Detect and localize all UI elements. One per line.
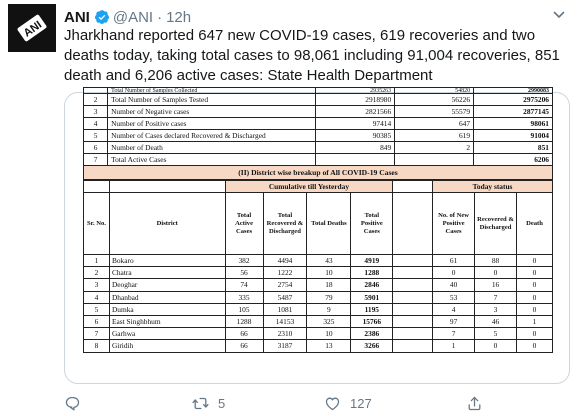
district-name: Garhwa bbox=[109, 328, 225, 340]
spacer-cell bbox=[393, 291, 433, 303]
district-name: Giridih bbox=[109, 340, 225, 352]
tweet-actions bbox=[64, 394, 564, 412]
district-recovered: 14153 bbox=[263, 315, 307, 327]
retweet-count: 5 bbox=[218, 395, 226, 411]
district-active: 74 bbox=[225, 279, 263, 291]
district-sr-no: 6 bbox=[84, 315, 110, 327]
district-deaths: 10 bbox=[307, 328, 351, 340]
district-today-death: 0 bbox=[517, 279, 553, 291]
separator-dot: · bbox=[157, 8, 163, 26]
district-deaths: 10 bbox=[307, 267, 351, 279]
spacer-cell bbox=[393, 315, 433, 327]
share-button[interactable] bbox=[466, 394, 483, 412]
district-positive: 3266 bbox=[351, 340, 393, 352]
summary-value-today bbox=[395, 154, 474, 166]
spacer-cell bbox=[393, 267, 433, 279]
district-sr-no: 1 bbox=[84, 255, 110, 267]
table-row bbox=[84, 328, 553, 340]
district-today-death: 0 bbox=[517, 267, 553, 279]
summary-value-till-yesterday: 97414 bbox=[316, 118, 395, 130]
group-header-today: Today status bbox=[433, 181, 553, 193]
district-positive: 4919 bbox=[351, 255, 393, 267]
retweet-button[interactable] bbox=[192, 394, 225, 412]
district-today-death: 1 bbox=[517, 315, 553, 327]
district-new-positive: 61 bbox=[433, 255, 475, 267]
like-button[interactable] bbox=[324, 394, 372, 412]
like-count: 127 bbox=[350, 395, 372, 411]
blank-header-cell bbox=[393, 181, 433, 193]
district-active: 66 bbox=[225, 340, 263, 352]
document-page bbox=[83, 87, 553, 353]
district-deaths: 79 bbox=[307, 291, 351, 303]
summary-row bbox=[84, 94, 553, 106]
column-header-new-positive: No. of New Positive Cases bbox=[433, 193, 475, 255]
heart-icon bbox=[324, 395, 341, 412]
district-deaths: 13 bbox=[307, 340, 351, 352]
district-name: Dumka bbox=[109, 303, 225, 315]
district-today-death: 0 bbox=[517, 255, 553, 267]
tweet-media-image[interactable] bbox=[64, 87, 570, 384]
district-today-recovered: 7 bbox=[475, 291, 517, 303]
district-deaths: 18 bbox=[307, 279, 351, 291]
district-active: 105 bbox=[225, 303, 263, 315]
spacer-cell bbox=[393, 303, 433, 315]
spacer-cell bbox=[393, 279, 433, 291]
summary-label: Number of Death bbox=[108, 142, 316, 154]
column-header-district: District bbox=[109, 193, 225, 255]
district-name: Deoghar bbox=[109, 279, 225, 291]
summary-sr-no: 2 bbox=[84, 94, 108, 106]
summary-label: Number of Negative cases bbox=[108, 106, 316, 118]
summary-value-total: 2975206 bbox=[474, 94, 553, 106]
column-header-deaths: Total Deaths bbox=[307, 193, 351, 255]
summary-value-total: 91004 bbox=[474, 130, 553, 142]
more-options-chevron-down-icon[interactable] bbox=[552, 8, 566, 22]
column-header-positive: Total Positive Cases bbox=[351, 193, 393, 255]
tweet-text: Jharkhand reported 647 new COVID-19 cases, 619 recoveries and two deaths today, taking total cases to 98,061 including 91,004 recoveries, 851 death and 6,206 active cases: State Health Department bbox=[64, 27, 560, 84]
retweet-icon bbox=[192, 395, 209, 412]
summary-sr-no: 4 bbox=[84, 118, 108, 130]
district-active: 335 bbox=[225, 291, 263, 303]
author-handle[interactable]: @ANI bbox=[112, 8, 154, 26]
column-header-sr-no: Sr. No. bbox=[84, 193, 110, 255]
summary-value-today: 619 bbox=[395, 130, 474, 142]
table-row bbox=[84, 291, 553, 303]
district-positive: 2846 bbox=[351, 279, 393, 291]
district-today-death: 0 bbox=[517, 291, 553, 303]
table-row bbox=[84, 315, 553, 327]
summary-sr-no: 7 bbox=[84, 154, 108, 166]
reply-button[interactable] bbox=[64, 394, 90, 412]
district-recovered: 3187 bbox=[263, 340, 307, 352]
district-recovered: 5487 bbox=[263, 291, 307, 303]
section-title: (II) District wise breakup of All COVID-19 Cases bbox=[83, 166, 553, 180]
summary-value-till-yesterday: 2821566 bbox=[316, 106, 395, 118]
summary-value-today: 55579 bbox=[395, 106, 474, 118]
summary-value-total: 6206 bbox=[474, 154, 553, 166]
district-new-positive: 0 bbox=[433, 267, 475, 279]
district-today-death: 0 bbox=[517, 340, 553, 352]
district-sr-no: 5 bbox=[84, 303, 110, 315]
district-name: East Singhbhum bbox=[109, 315, 225, 327]
district-recovered: 1222 bbox=[263, 267, 307, 279]
summary-label: Total Number of Samples Tested bbox=[108, 94, 316, 106]
district-positive: 2386 bbox=[351, 328, 393, 340]
district-name: Chatra bbox=[109, 267, 225, 279]
summary-value-till-yesterday: 2935263 bbox=[316, 88, 395, 94]
district-new-positive: 4 bbox=[433, 303, 475, 315]
group-header-cumulative: Cumulative till Yesterday bbox=[225, 181, 393, 193]
summary-row bbox=[84, 118, 553, 130]
district-new-positive: 40 bbox=[433, 279, 475, 291]
summary-sr-no: 3 bbox=[84, 106, 108, 118]
district-today-recovered: 16 bbox=[475, 279, 517, 291]
district-positive: 1288 bbox=[351, 267, 393, 279]
share-icon bbox=[466, 395, 483, 412]
district-name: Bokaro bbox=[109, 255, 225, 267]
summary-value-till-yesterday bbox=[316, 154, 395, 166]
table-row bbox=[84, 267, 553, 279]
district-recovered: 2310 bbox=[263, 328, 307, 340]
reply-icon bbox=[64, 395, 81, 412]
spacer-cell bbox=[393, 340, 433, 352]
summary-row bbox=[84, 154, 553, 166]
district-new-positive: 97 bbox=[433, 315, 475, 327]
district-today-recovered: 3 bbox=[475, 303, 517, 315]
district-today-death: 0 bbox=[517, 303, 553, 315]
column-header-active: Total Active Cases bbox=[225, 193, 263, 255]
summary-row bbox=[84, 130, 553, 142]
ani-logo-icon bbox=[8, 4, 56, 52]
district-today-recovered: 88 bbox=[475, 255, 517, 267]
summary-value-today: 54820 bbox=[395, 88, 474, 94]
tweet-header bbox=[64, 6, 191, 28]
district-table bbox=[83, 180, 553, 353]
summary-value-today: 56226 bbox=[395, 94, 474, 106]
district-sr-no: 3 bbox=[84, 279, 110, 291]
verified-badge-icon bbox=[94, 9, 110, 25]
summary-value-total: 2990083 bbox=[474, 88, 553, 94]
district-today-recovered: 0 bbox=[475, 340, 517, 352]
district-recovered: 4494 bbox=[263, 255, 307, 267]
summary-value-total: 98061 bbox=[474, 118, 553, 130]
summary-row bbox=[84, 142, 553, 154]
summary-label: Number of Positive cases bbox=[108, 118, 316, 130]
column-header-today-death: Death bbox=[517, 193, 553, 255]
summary-value-till-yesterday: 90385 bbox=[316, 130, 395, 142]
summary-value-total: 851 bbox=[474, 142, 553, 154]
district-sr-no: 4 bbox=[84, 291, 110, 303]
district-new-positive: 7 bbox=[433, 328, 475, 340]
summary-value-till-yesterday: 2918980 bbox=[316, 94, 395, 106]
district-new-positive: 1 bbox=[433, 340, 475, 352]
author-name[interactable]: ANI bbox=[64, 8, 90, 26]
summary-value-today: 647 bbox=[395, 118, 474, 130]
district-active: 56 bbox=[225, 267, 263, 279]
avatar[interactable] bbox=[8, 4, 56, 52]
table-row bbox=[84, 255, 553, 267]
spacer-cell bbox=[393, 255, 433, 267]
summary-value-total: 2877145 bbox=[474, 106, 553, 118]
district-sr-no: 2 bbox=[84, 267, 110, 279]
svg-text:ANI: ANI bbox=[21, 18, 45, 40]
table-row bbox=[84, 303, 553, 315]
summary-sr-no: 6 bbox=[84, 142, 108, 154]
district-deaths: 9 bbox=[307, 303, 351, 315]
district-positive: 15766 bbox=[351, 315, 393, 327]
district-active: 1288 bbox=[225, 315, 263, 327]
summary-value-today: 2 bbox=[395, 142, 474, 154]
summary-value-till-yesterday: 849 bbox=[316, 142, 395, 154]
district-deaths: 325 bbox=[307, 315, 351, 327]
district-today-death: 0 bbox=[517, 328, 553, 340]
summary-sr-no: 5 bbox=[84, 130, 108, 142]
column-header-recovered: Total Recovered & Discharged bbox=[263, 193, 307, 255]
district-active: 382 bbox=[225, 255, 263, 267]
district-active: 66 bbox=[225, 328, 263, 340]
district-sr-no: 7 bbox=[84, 328, 110, 340]
tweet-timestamp[interactable]: 12h bbox=[166, 8, 192, 26]
column-header-today-recovered: Recovered & Discharged bbox=[475, 193, 517, 255]
summary-label: Total Number of Samples Collected bbox=[108, 88, 316, 94]
district-sr-no: 8 bbox=[84, 340, 110, 352]
summary-row bbox=[84, 106, 553, 118]
district-today-recovered: 46 bbox=[475, 315, 517, 327]
summary-label: Total Active Cases bbox=[108, 154, 316, 166]
spacer-column bbox=[393, 193, 433, 255]
table-row bbox=[84, 340, 553, 352]
district-name: Dhanbad bbox=[109, 291, 225, 303]
blank-header-cell bbox=[109, 181, 225, 193]
district-today-recovered: 5 bbox=[475, 328, 517, 340]
table-row bbox=[84, 279, 553, 291]
blank-header-cell bbox=[84, 181, 110, 193]
district-new-positive: 53 bbox=[433, 291, 475, 303]
district-positive: 1195 bbox=[351, 303, 393, 315]
district-positive: 5901 bbox=[351, 291, 393, 303]
summary-label: Number of Cases declared Recovered & Discharged bbox=[108, 130, 316, 142]
district-recovered: 1081 bbox=[263, 303, 307, 315]
district-recovered: 2754 bbox=[263, 279, 307, 291]
spacer-cell bbox=[393, 328, 433, 340]
district-today-recovered: 0 bbox=[475, 267, 517, 279]
summary-table bbox=[83, 87, 553, 166]
district-deaths: 43 bbox=[307, 255, 351, 267]
